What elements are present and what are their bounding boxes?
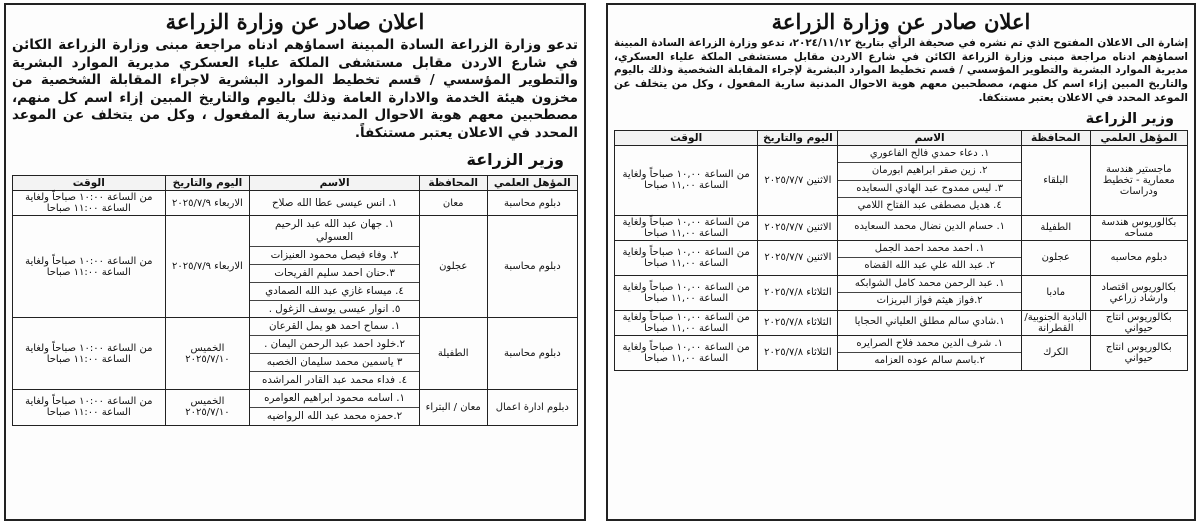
candidate-name: ١.شادي سالم مطلق العلياني الحجايا	[854, 316, 1005, 328]
candidate-name: ١. سماح احمد هو يمل القرعان	[250, 318, 419, 336]
table-row	[13, 191, 578, 216]
candidate-name: ١. جهان عبد الله عبد الرحيم العسولي	[250, 216, 419, 247]
header-name: الاسم	[250, 176, 420, 191]
qualification-cell: دبلوم محاسبة	[487, 318, 577, 389]
qualification-cell: دبلوم محاسبة	[487, 191, 577, 216]
qualification-cell: بكالوريوس انتاج حيواني	[1090, 310, 1187, 335]
table-row	[615, 215, 1188, 240]
time-cell: من الساعة ١٠,٠٠ صباحاً ولغاية الساعة ١١,٠٠ صباحا	[615, 310, 758, 335]
names-cell	[838, 215, 1021, 240]
names-cell	[250, 191, 420, 216]
time-cell: من الساعة ١٠,٠٠ صباحاً ولغاية الساعة ١١,٠٠ صباحا	[615, 335, 758, 370]
names-cell	[838, 240, 1021, 275]
notice-title: اعلان صادر عن وزارة الزراعة	[771, 9, 1031, 34]
candidate-name: ٣.حنان احمد سليم الفريحات	[250, 265, 419, 283]
time-cell: من الساعة ١٠:٠٠ صباحاً ولغاية الساعة ١١:٠٠ صباحا	[13, 318, 166, 389]
date-cell: الاثنين ٢٠٢٥/٧/٧	[758, 145, 838, 215]
candidate-name: ١. دعاء حمدي فالح الفاعوري	[838, 146, 1020, 164]
governorate-cell: الطفيلة	[419, 318, 487, 389]
qualification-cell: بكالوريوس اقتصاد وارشاد زراعي	[1090, 275, 1187, 310]
candidate-name: ٤. ميساء غازي عبد الله الصمادي	[250, 283, 419, 301]
header-time: الوقت	[615, 130, 758, 145]
date-cell: الاثنين ٢٠٢٥/٧/٧	[758, 240, 838, 275]
table-header-row	[615, 130, 1188, 145]
time-cell: من الساعة ١٠,٠٠ صباحاً ولغاية الساعة ١١,٠٠ صباحا	[615, 240, 758, 275]
names-cell	[250, 318, 420, 389]
interview-table	[12, 175, 578, 425]
table-header-row	[13, 176, 578, 191]
candidate-name: ٣. ليس ممدوح عبد الهادي السعايده	[838, 181, 1020, 199]
time-cell: من الساعة ١٠,٠٠ صباحاً ولغاية الساعة ١١,٠٠ صباحا	[615, 215, 758, 240]
governorate-cell: البادية الجنوبية/ القطرانة	[1021, 310, 1090, 335]
candidate-name: ١. عبد الرحمن محمد كامل الشوابكه	[838, 276, 1020, 294]
left-notice	[4, 3, 586, 521]
candidate-name: ١. احمد محمد احمد الجمل	[838, 241, 1020, 259]
time-cell: من الساعة ١٠:٠٠ صباحاً ولغاية الساعة ١١:٠٠ صباحا	[13, 216, 166, 318]
candidate-name: ٣ ياسمين محمد سليمان الخصبه	[250, 354, 419, 372]
names-cell	[250, 216, 420, 318]
governorate-cell: معان / البتراء	[419, 389, 487, 425]
table-row	[13, 318, 578, 389]
header-name: الاسم	[838, 130, 1021, 145]
candidate-name: ٢. زين صقر ابراهيم ابورمان	[838, 163, 1020, 181]
notice-title: اعلان صادر عن وزارة الزراعة	[165, 9, 425, 34]
names-cell	[250, 389, 420, 425]
date-cell: الاثنين ٢٠٢٥/٧/٧	[758, 215, 838, 240]
governorate-cell: معان	[419, 191, 487, 216]
table-row	[615, 335, 1188, 370]
qualification-cell: بكالوريوس انتاج حيواني	[1090, 335, 1187, 370]
time-cell: من الساعة ١٠,٠٠ صباحاً ولغاية الساعة ١١,٠٠ صباحا	[615, 275, 758, 310]
candidate-name: ٢. عبد الله علي عبد الله القضاه	[864, 260, 995, 272]
signature: وزير الزراعة	[1085, 110, 1174, 127]
time-cell: من الساعة ١٠:٠٠ صباحاً ولغاية الساعة ١١:٠٠ صباحا	[13, 389, 166, 425]
governorate-cell: مادبا	[1021, 275, 1090, 310]
notice-body: إشارة الى الاعلان المفتوح الذي تم نشره في صحيفة الرأي بتاريخ ٢٠٢٤/١١/١٢، تدعو وزارة الزراعة السادة المبينة اسماؤهم ادناه مراجعة مبنى وزارة الزراعة الكائن في شارع الاردن مقابل مستشفى الملكة علياء العسكري، مديرية الموارد البشرية والتطوير المؤسسي / قسم تخطيط الموارد البشرية لإجراء المقابلة الشخصية وذلك باليوم والتاريخ المبين إزاء اسم كل منهم، مصطحبين معهم هوية الاحوال المدنية سارية المفعول ، وكل من يتخلف عن الموعد المحدد في الاعلان يعتبر مستنكفا.	[614, 37, 1188, 104]
names-cell	[838, 275, 1021, 310]
qualification-cell: دبلوم محاسبه	[1090, 240, 1187, 275]
date-cell: الثلاثاء ٢٠٢٥/٧/٨	[758, 310, 838, 335]
header-qualification: المؤهل العلمي	[1090, 130, 1187, 145]
names-cell	[838, 335, 1021, 370]
time-cell: من الساعة ١٠:٠٠ صباحاً ولغاية الساعة ١١:٠٠ صباحا	[13, 191, 166, 216]
time-cell: من الساعة ١٠,٠٠ صباحاً ولغاية الساعة ١١,٠٠ صباحا	[615, 145, 758, 215]
header-governorate: المحافظة	[1021, 130, 1090, 145]
date-cell: الثلاثاء ٢٠٢٥/٧/٨	[758, 335, 838, 370]
date-cell: الخميس ٢٠٢٥/٧/١٠	[165, 389, 250, 425]
candidate-name: ٢.حمزه محمد عبد الله الرواضيه	[266, 409, 403, 422]
governorate-cell: عجلون	[419, 216, 487, 318]
date-cell: الخميس ٢٠٢٥/٧/١٠	[165, 318, 250, 389]
table-row	[13, 216, 578, 318]
signature: وزير الزراعة	[466, 150, 564, 170]
header-qualification: المؤهل العلمي	[487, 176, 577, 191]
governorate-cell: البلقاء	[1021, 145, 1090, 215]
qualification-cell: دبلوم محاسبة	[487, 216, 577, 318]
candidate-name: ٢.خلود احمد عبد الرحمن اليمان .	[250, 336, 419, 354]
table-row	[615, 275, 1188, 310]
header-time: الوقت	[13, 176, 166, 191]
date-cell: الاربعاء ٢٠٢٥/٧/٩	[165, 216, 250, 318]
candidate-name: ١. اسامه محمود ابراهيم العوامره	[250, 390, 419, 408]
candidate-name: ١. حسام الدين نضال محمد السعايده	[854, 221, 1006, 233]
notice-body: تدعو وزارة الزراعة السادة المبينة اسماؤهم ادناه مراجعة مبنى وزارة الزراعة الكائن في شارع الاردن مقابل مستشفى الملكة علياء العسكري مديرية الموارد البشرية والتطوير المؤسسي / قسم تخطيط الموارد البشرية لاجراء المقابلة الشخصية من مخزون هيئة الخدمة والادارة العامة وذلك باليوم والتاريخ المبين إزاء اسم كل منهم، مصطحبين معهم هوية الاحوال المدنية سارية المفعول ، وكل من يتخلف عن الموعد المحدد في الاعلان يعتبر مستنكفاً.	[12, 37, 578, 141]
header-governorate: المحافظة	[419, 176, 487, 191]
table-row	[615, 240, 1188, 275]
qualification-cell: ماجستير هندسة معمارية - تخطيط ودراسات	[1090, 145, 1187, 215]
governorate-cell: الطفيلة	[1021, 215, 1090, 240]
candidate-name: ٢. وفاء فيصل محمود العنيزات	[250, 247, 419, 265]
table-row	[615, 145, 1188, 215]
candidate-name: ٢.باسم سالم عوده العزامه	[874, 355, 985, 367]
right-notice	[606, 3, 1196, 521]
table-row	[13, 389, 578, 425]
date-cell: الثلاثاء ٢٠٢٥/٧/٨	[758, 275, 838, 310]
header-date: اليوم والتاريخ	[758, 130, 838, 145]
candidate-name: ٥. انوار عيسى يوسف الزغول .	[268, 302, 401, 315]
names-cell	[838, 310, 1021, 335]
candidate-name: ٤. هديل مصطفى عبد الفتاح اللامي	[857, 200, 1002, 212]
qualification-cell: دبلوم ادارة اعمال	[487, 389, 577, 425]
qualification-cell: بكالوريوس هندسة مساحه	[1090, 215, 1187, 240]
candidate-name: ١. شرف الدين محمد فلاح الصرايره	[838, 336, 1020, 354]
governorate-cell: الكرك	[1021, 335, 1090, 370]
candidate-name: ٤. فداء محمد عبد القادر المراشده	[261, 374, 408, 387]
candidate-name: ١. انس عيسى عطا الله صلاح	[271, 196, 398, 209]
date-cell: الاربعاء ٢٠٢٥/٧/٩	[165, 191, 250, 216]
governorate-cell: عجلون	[1021, 240, 1090, 275]
candidate-name: ٢.فواز هيثم فواز البريزات	[876, 295, 983, 307]
table-row	[615, 310, 1188, 335]
header-date: اليوم والتاريخ	[165, 176, 250, 191]
names-cell	[838, 145, 1021, 215]
interview-table	[614, 130, 1188, 371]
